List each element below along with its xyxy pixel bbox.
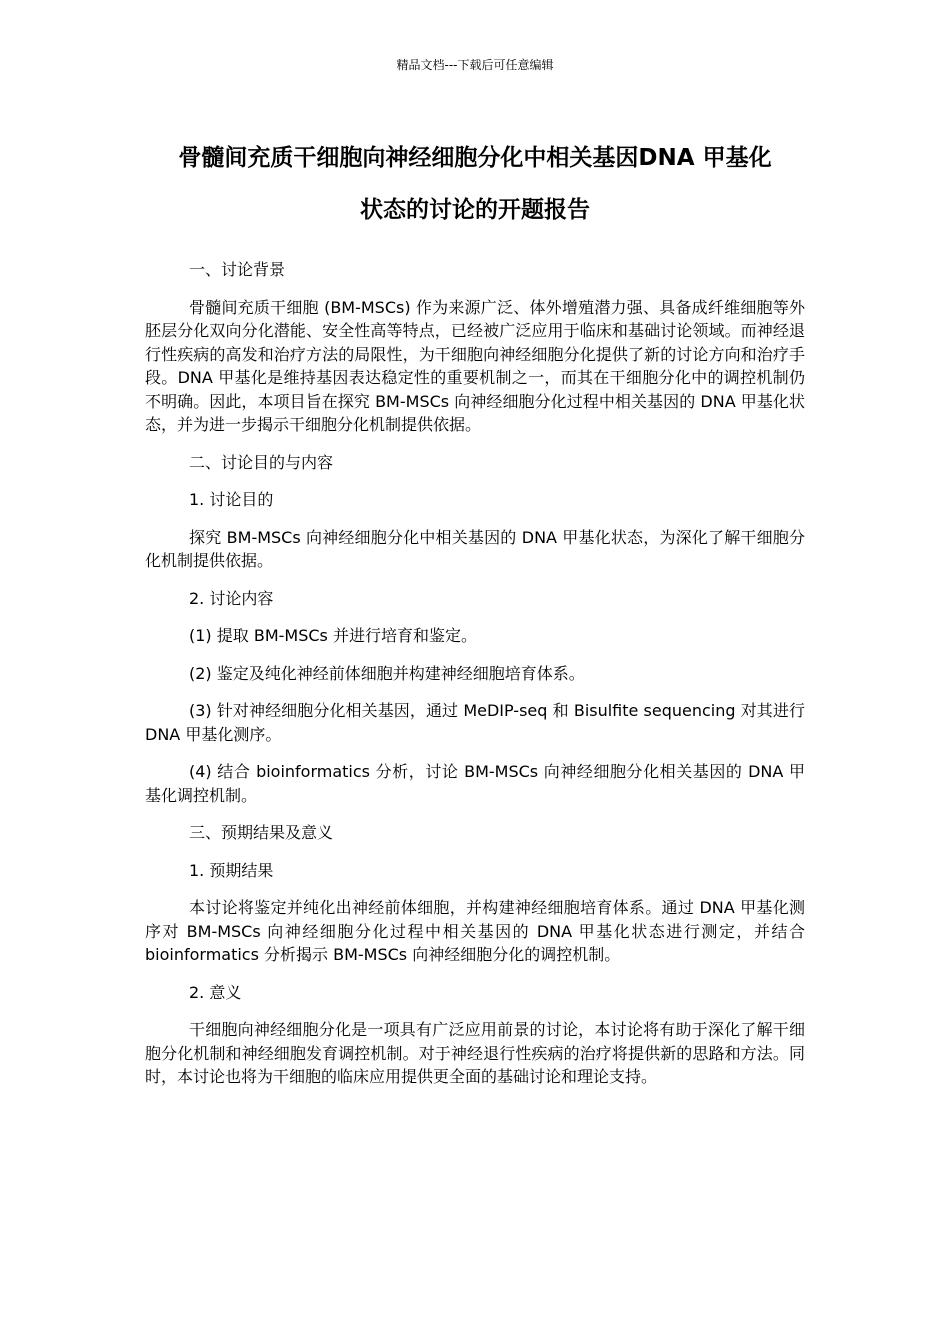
document-title <box>120 132 830 236</box>
subheading-expected-results: 1. 预期结果 <box>189 860 274 880</box>
document-body <box>145 258 805 1103</box>
section-heading-background: 一、讨论背景 <box>189 260 286 279</box>
page-header-note: 精品文档---下载后可任意编辑 <box>396 58 554 72</box>
subheading-purpose: 1. 讨论目的 <box>189 490 274 509</box>
content-item-4: (4) 结合 bioinformatics 分析，讨论 BM-MSCs 向神经细胞分化相关基因的 DNA 甲基化调控机制。 <box>145 762 805 805</box>
subheading-significance: 2. 意义 <box>189 982 242 1002</box>
section-heading-purpose-content: 二、讨论目的与内容 <box>189 452 334 472</box>
subheading-content: 2. 讨论内容 <box>189 588 274 608</box>
content-item-1: (1) 提取 BM-MSCs 并进行培育和鉴定。 <box>189 626 477 645</box>
content-item-2: (2) 鉴定及纯化神经前体细胞并构建神经细胞培育体系。 <box>189 663 585 683</box>
section-heading-results-significance: 三、预期结果及意义 <box>189 823 334 842</box>
document-title-line-1: 骨髓间充质干细胞向神经细胞分化中相关基因DNA 甲基化 <box>178 145 772 171</box>
significance-paragraph: 干细胞向神经细胞分化是一项具有广泛应用前景的讨论，本讨论将有助于深化了解干细胞分化机制和神经细胞发育调控机制。对于神经退行性疾病的治疗将提供新的思路和方法。同时，本讨论也将为干细胞的临床应用提供更全面的基础讨论和理论支持。 <box>145 1020 805 1086</box>
background-paragraph: 骨髓间充质干细胞 (BM-MSCs) 作为来源广泛、体外增殖潜力强、具备成纤维细胞等外胚层分化双向分化潜能、安全性高等特点，已经被广泛应用于临床和基础讨论领域。而神经退行性疾病的高发和治疗方法的局限性，为干细胞向神经细胞分化提供了新的讨论方向和治疗手段。DNA 甲基化是维持基因表达稳定性的重要机制之一，而其在干细胞分化中的调控机制仍不明确。因此，本项目旨在探究 BM-MSCs 向神经细胞分化过程中相关基因的 DNA 甲基化状态，并为进一步揭示干细胞分化机制提供依据。 <box>145 297 805 434</box>
expected-results-paragraph: 本讨论将鉴定并纯化出神经前体细胞，并构建神经细胞培育体系。通过 DNA 甲基化测序对 BM-MSCs 向神经细胞分化过程中相关基因的 DNA 甲基化状态进行测定，并结合 bioinformatics 分析揭示 BM-MSCs 向神经细胞分化的调控机制。 <box>145 898 805 964</box>
purpose-paragraph: 探究 BM-MSCs 向神经细胞分化中相关基因的 DNA 甲基化状态，为深化了解干细胞分化机制提供依据。 <box>145 527 805 570</box>
content-item-3: (3) 针对神经细胞分化相关基因，通过 MeDIP-seq 和 Bisulfite sequencing 对其进行 DNA 甲基化测序。 <box>145 701 805 744</box>
document-title-line-2: 状态的讨论的开题报告 <box>360 197 590 223</box>
